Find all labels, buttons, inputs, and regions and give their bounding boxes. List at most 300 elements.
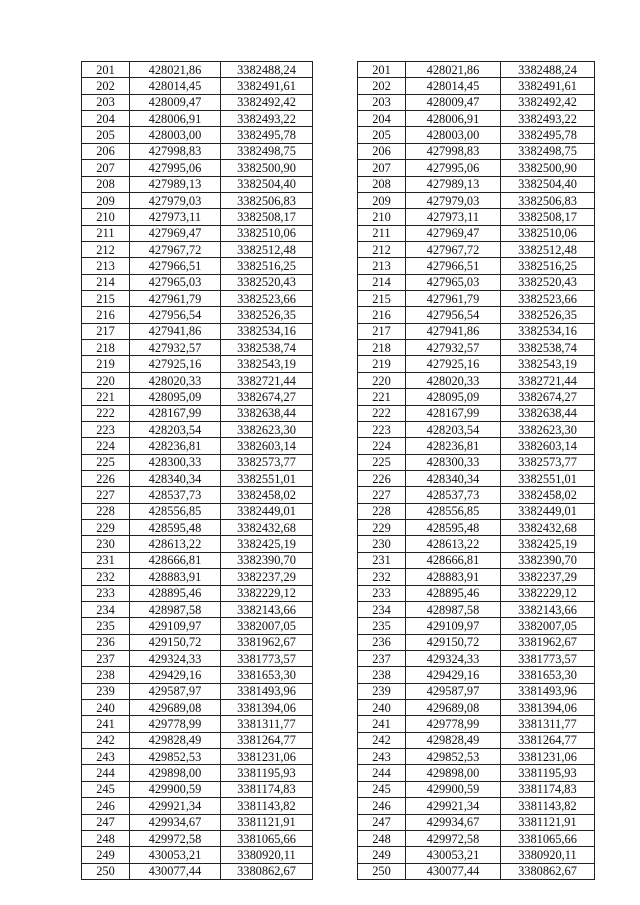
gap-cell: [313, 78, 358, 94]
left-point-number-cell: 241: [82, 716, 130, 732]
gap-cell: [313, 192, 358, 208]
left-y-coordinate-cell: 3382526,35: [221, 307, 313, 323]
gap-cell: [313, 340, 358, 356]
gap-cell: [313, 438, 358, 454]
left-y-coordinate-cell: 3382551,01: [221, 470, 313, 486]
left-x-coordinate-cell: 428300,33: [130, 454, 221, 470]
left-x-coordinate-cell: 427967,72: [130, 241, 221, 257]
table-row: [82, 307, 595, 323]
table-row: [82, 372, 595, 388]
table-row: [82, 503, 595, 519]
gap-cell: [313, 503, 358, 519]
left-point-number-cell: 204: [82, 111, 130, 127]
right-point-number-cell: 222: [358, 405, 406, 421]
left-x-coordinate-cell: 428236,81: [130, 438, 221, 454]
right-x-coordinate-cell: 428895,46: [406, 585, 501, 601]
left-y-coordinate-cell: 3381065,66: [221, 830, 313, 846]
gap-cell: [313, 749, 358, 765]
left-x-coordinate-cell: 429109,97: [130, 618, 221, 634]
right-point-number-cell: 238: [358, 667, 406, 683]
left-point-number-cell: 249: [82, 847, 130, 863]
right-x-coordinate-cell: 428883,91: [406, 569, 501, 585]
left-point-number-cell: 248: [82, 830, 130, 846]
left-y-coordinate-cell: 3382523,66: [221, 291, 313, 307]
table-row: [82, 487, 595, 503]
gap-cell: [313, 291, 358, 307]
table-row: [82, 814, 595, 830]
right-point-number-cell: 229: [358, 520, 406, 536]
left-point-number-cell: 229: [82, 520, 130, 536]
gap-cell: [313, 552, 358, 568]
gap-cell: [313, 209, 358, 225]
right-x-coordinate-cell: 427961,79: [406, 291, 501, 307]
left-x-coordinate-cell: 427965,03: [130, 274, 221, 290]
table-row: [82, 470, 595, 486]
left-y-coordinate-cell: 3381264,77: [221, 732, 313, 748]
left-x-coordinate-cell: 429828,49: [130, 732, 221, 748]
gap-cell: [313, 667, 358, 683]
right-x-coordinate-cell: 427979,03: [406, 192, 501, 208]
right-x-coordinate-cell: 428006,91: [406, 111, 501, 127]
right-y-coordinate-cell: 3381264,77: [501, 732, 595, 748]
left-y-coordinate-cell: 3382492,42: [221, 94, 313, 110]
left-x-coordinate-cell: 428987,58: [130, 601, 221, 617]
right-x-coordinate-cell: 428203,54: [406, 421, 501, 437]
left-x-coordinate-cell: 427966,51: [130, 258, 221, 274]
left-x-coordinate-cell: 429587,97: [130, 683, 221, 699]
left-point-number-cell: 230: [82, 536, 130, 552]
left-y-coordinate-cell: 3382491,61: [221, 78, 313, 94]
left-point-number-cell: 236: [82, 634, 130, 650]
left-y-coordinate-cell: 3381143,82: [221, 798, 313, 814]
right-x-coordinate-cell: 429900,59: [406, 781, 501, 797]
table-row: [82, 78, 595, 94]
right-point-number-cell: 230: [358, 536, 406, 552]
left-y-coordinate-cell: 3382674,27: [221, 389, 313, 405]
coordinate-table: [81, 61, 595, 880]
left-x-coordinate-cell: 429934,67: [130, 814, 221, 830]
right-point-number-cell: 221: [358, 389, 406, 405]
right-x-coordinate-cell: 427965,03: [406, 274, 501, 290]
left-point-number-cell: 211: [82, 225, 130, 241]
left-x-coordinate-cell: 428014,45: [130, 78, 221, 94]
right-point-number-cell: 223: [358, 421, 406, 437]
left-y-coordinate-cell: 3380862,67: [221, 863, 313, 879]
left-point-number-cell: 217: [82, 323, 130, 339]
gap-cell: [313, 454, 358, 470]
table-row: [82, 781, 595, 797]
left-point-number-cell: 243: [82, 749, 130, 765]
table-row: [82, 225, 595, 241]
right-x-coordinate-cell: 428014,45: [406, 78, 501, 94]
gap-cell: [313, 389, 358, 405]
left-y-coordinate-cell: 3381311,77: [221, 716, 313, 732]
left-x-coordinate-cell: 428595,48: [130, 520, 221, 536]
right-point-number-cell: 224: [358, 438, 406, 454]
left-x-coordinate-cell: 429324,33: [130, 650, 221, 666]
right-point-number-cell: 245: [358, 781, 406, 797]
right-x-coordinate-cell: 428167,99: [406, 405, 501, 421]
left-point-number-cell: 223: [82, 421, 130, 437]
left-x-coordinate-cell: 429972,58: [130, 830, 221, 846]
right-x-coordinate-cell: 427967,72: [406, 241, 501, 257]
left-point-number-cell: 232: [82, 569, 130, 585]
left-x-coordinate-cell: 430077,44: [130, 863, 221, 879]
right-x-coordinate-cell: 428666,81: [406, 552, 501, 568]
right-x-coordinate-cell: 427941,86: [406, 323, 501, 339]
right-y-coordinate-cell: 3381311,77: [501, 716, 595, 732]
left-x-coordinate-cell: 427998,83: [130, 143, 221, 159]
table-row: [82, 454, 595, 470]
right-point-number-cell: 232: [358, 569, 406, 585]
gap-cell: [313, 62, 358, 78]
table-row: [82, 700, 595, 716]
gap-cell: [313, 487, 358, 503]
right-x-coordinate-cell: 428095,09: [406, 389, 501, 405]
right-point-number-cell: 240: [358, 700, 406, 716]
table-row: [82, 765, 595, 781]
table-row: [82, 520, 595, 536]
left-y-coordinate-cell: 3381493,96: [221, 683, 313, 699]
right-point-number-cell: 212: [358, 241, 406, 257]
table-row: [82, 127, 595, 143]
gap-cell: [313, 847, 358, 863]
left-y-coordinate-cell: 3382449,01: [221, 503, 313, 519]
right-x-coordinate-cell: 430053,21: [406, 847, 501, 863]
right-point-number-cell: 242: [358, 732, 406, 748]
left-x-coordinate-cell: 429429,16: [130, 667, 221, 683]
table-row: [82, 585, 595, 601]
right-y-coordinate-cell: 3382425,19: [501, 536, 595, 552]
right-y-coordinate-cell: 3382237,29: [501, 569, 595, 585]
table-row: [82, 291, 595, 307]
right-point-number-cell: 249: [358, 847, 406, 863]
gap-cell: [313, 520, 358, 536]
left-y-coordinate-cell: 3382520,43: [221, 274, 313, 290]
right-y-coordinate-cell: 3382534,16: [501, 323, 595, 339]
right-y-coordinate-cell: 3382500,90: [501, 160, 595, 176]
table-row: [82, 421, 595, 437]
right-y-coordinate-cell: 3382506,83: [501, 192, 595, 208]
right-y-coordinate-cell: 3382458,02: [501, 487, 595, 503]
right-point-number-cell: 207: [358, 160, 406, 176]
right-y-coordinate-cell: 3380920,11: [501, 847, 595, 863]
table-row: [82, 389, 595, 405]
right-x-coordinate-cell: 429934,67: [406, 814, 501, 830]
table-row: [82, 143, 595, 159]
right-point-number-cell: 231: [358, 552, 406, 568]
gap-cell: [313, 650, 358, 666]
gap-cell: [313, 405, 358, 421]
right-point-number-cell: 246: [358, 798, 406, 814]
right-y-coordinate-cell: 3382538,74: [501, 340, 595, 356]
right-x-coordinate-cell: 429150,72: [406, 634, 501, 650]
gap-cell: [313, 618, 358, 634]
right-y-coordinate-cell: 3382551,01: [501, 470, 595, 486]
right-point-number-cell: 211: [358, 225, 406, 241]
left-point-number-cell: 205: [82, 127, 130, 143]
left-y-coordinate-cell: 3381121,91: [221, 814, 313, 830]
left-point-number-cell: 228: [82, 503, 130, 519]
gap-cell: [313, 814, 358, 830]
left-x-coordinate-cell: 427932,57: [130, 340, 221, 356]
right-point-number-cell: 206: [358, 143, 406, 159]
left-y-coordinate-cell: 3382508,17: [221, 209, 313, 225]
left-y-coordinate-cell: 3382237,29: [221, 569, 313, 585]
left-y-coordinate-cell: 3382512,48: [221, 241, 313, 257]
right-x-coordinate-cell: 428300,33: [406, 454, 501, 470]
left-y-coordinate-cell: 3382538,74: [221, 340, 313, 356]
right-y-coordinate-cell: 3381493,96: [501, 683, 595, 699]
right-y-coordinate-cell: 3381394,06: [501, 700, 595, 716]
left-y-coordinate-cell: 3381962,67: [221, 634, 313, 650]
left-y-coordinate-cell: 3382516,25: [221, 258, 313, 274]
right-y-coordinate-cell: 3382488,24: [501, 62, 595, 78]
right-y-coordinate-cell: 3381653,30: [501, 667, 595, 683]
table-row: [82, 274, 595, 290]
table-row: [82, 634, 595, 650]
left-point-number-cell: 218: [82, 340, 130, 356]
left-point-number-cell: 202: [82, 78, 130, 94]
left-x-coordinate-cell: 428009,47: [130, 94, 221, 110]
right-point-number-cell: 243: [358, 749, 406, 765]
right-y-coordinate-cell: 3382512,48: [501, 241, 595, 257]
right-y-coordinate-cell: 3382495,78: [501, 127, 595, 143]
right-point-number-cell: 244: [358, 765, 406, 781]
gap-cell: [313, 176, 358, 192]
right-x-coordinate-cell: 428556,85: [406, 503, 501, 519]
left-y-coordinate-cell: 3382500,90: [221, 160, 313, 176]
right-x-coordinate-cell: 427925,16: [406, 356, 501, 372]
right-y-coordinate-cell: 3382623,30: [501, 421, 595, 437]
right-y-coordinate-cell: 3381195,93: [501, 765, 595, 781]
left-point-number-cell: 207: [82, 160, 130, 176]
left-point-number-cell: 246: [82, 798, 130, 814]
left-x-coordinate-cell: 428203,54: [130, 421, 221, 437]
table-row: [82, 552, 595, 568]
left-x-coordinate-cell: 430053,21: [130, 847, 221, 863]
left-point-number-cell: 209: [82, 192, 130, 208]
left-point-number-cell: 221: [82, 389, 130, 405]
table-row: [82, 340, 595, 356]
left-point-number-cell: 206: [82, 143, 130, 159]
gap-cell: [313, 700, 358, 716]
left-point-number-cell: 222: [82, 405, 130, 421]
left-x-coordinate-cell: 428020,33: [130, 372, 221, 388]
left-x-coordinate-cell: 429689,08: [130, 700, 221, 716]
table-row: [82, 111, 595, 127]
left-x-coordinate-cell: 428167,99: [130, 405, 221, 421]
right-x-coordinate-cell: 429778,99: [406, 716, 501, 732]
left-y-coordinate-cell: 3382488,24: [221, 62, 313, 78]
table-row: [82, 176, 595, 192]
table-row: [82, 209, 595, 225]
left-y-coordinate-cell: 3381773,57: [221, 650, 313, 666]
right-x-coordinate-cell: 427966,51: [406, 258, 501, 274]
right-y-coordinate-cell: 3382516,25: [501, 258, 595, 274]
left-y-coordinate-cell: 3382603,14: [221, 438, 313, 454]
left-point-number-cell: 215: [82, 291, 130, 307]
right-y-coordinate-cell: 3382498,75: [501, 143, 595, 159]
right-y-coordinate-cell: 3382674,27: [501, 389, 595, 405]
left-y-coordinate-cell: 3382229,12: [221, 585, 313, 601]
right-point-number-cell: 237: [358, 650, 406, 666]
right-point-number-cell: 225: [358, 454, 406, 470]
left-y-coordinate-cell: 3382534,16: [221, 323, 313, 339]
table-row: [82, 601, 595, 617]
right-x-coordinate-cell: 427932,57: [406, 340, 501, 356]
table-row: [82, 863, 595, 879]
right-point-number-cell: 226: [358, 470, 406, 486]
left-x-coordinate-cell: 428340,34: [130, 470, 221, 486]
left-point-number-cell: 214: [82, 274, 130, 290]
right-y-coordinate-cell: 3382504,40: [501, 176, 595, 192]
right-point-number-cell: 219: [358, 356, 406, 372]
left-y-coordinate-cell: 3382543,19: [221, 356, 313, 372]
right-y-coordinate-cell: 3382526,35: [501, 307, 595, 323]
gap-cell: [313, 765, 358, 781]
right-y-coordinate-cell: 3382508,17: [501, 209, 595, 225]
table-row: [82, 323, 595, 339]
left-point-number-cell: 234: [82, 601, 130, 617]
right-point-number-cell: 208: [358, 176, 406, 192]
left-point-number-cell: 208: [82, 176, 130, 192]
right-point-number-cell: 214: [358, 274, 406, 290]
table-row: [82, 749, 595, 765]
right-point-number-cell: 248: [358, 830, 406, 846]
left-point-number-cell: 235: [82, 618, 130, 634]
left-x-coordinate-cell: 428006,91: [130, 111, 221, 127]
right-y-coordinate-cell: 3382638,44: [501, 405, 595, 421]
gap-cell: [313, 258, 358, 274]
left-y-coordinate-cell: 3382623,30: [221, 421, 313, 437]
right-y-coordinate-cell: 3382390,70: [501, 552, 595, 568]
table-row: [82, 356, 595, 372]
left-point-number-cell: 224: [82, 438, 130, 454]
right-y-coordinate-cell: 3382603,14: [501, 438, 595, 454]
left-y-coordinate-cell: 3382498,75: [221, 143, 313, 159]
left-point-number-cell: 225: [82, 454, 130, 470]
right-x-coordinate-cell: 428021,86: [406, 62, 501, 78]
gap-cell: [313, 241, 358, 257]
left-y-coordinate-cell: 3382143,66: [221, 601, 313, 617]
left-point-number-cell: 231: [82, 552, 130, 568]
left-point-number-cell: 201: [82, 62, 130, 78]
right-point-number-cell: 205: [358, 127, 406, 143]
gap-cell: [313, 111, 358, 127]
gap-cell: [313, 585, 358, 601]
table-row: [82, 716, 595, 732]
gap-cell: [313, 634, 358, 650]
left-x-coordinate-cell: 428556,85: [130, 503, 221, 519]
left-point-number-cell: 240: [82, 700, 130, 716]
right-y-coordinate-cell: 3382007,05: [501, 618, 595, 634]
table-row: [82, 650, 595, 666]
gap-cell: [313, 274, 358, 290]
left-y-coordinate-cell: 3380920,11: [221, 847, 313, 863]
table-row: [82, 536, 595, 552]
left-point-number-cell: 244: [82, 765, 130, 781]
right-x-coordinate-cell: 428020,33: [406, 372, 501, 388]
left-point-number-cell: 245: [82, 781, 130, 797]
table-row: [82, 830, 595, 846]
right-x-coordinate-cell: 429921,34: [406, 798, 501, 814]
left-point-number-cell: 247: [82, 814, 130, 830]
right-x-coordinate-cell: 428537,73: [406, 487, 501, 503]
left-x-coordinate-cell: 427941,86: [130, 323, 221, 339]
right-y-coordinate-cell: 3382492,42: [501, 94, 595, 110]
right-x-coordinate-cell: 427998,83: [406, 143, 501, 159]
right-point-number-cell: 209: [358, 192, 406, 208]
right-y-coordinate-cell: 3381231,06: [501, 749, 595, 765]
right-point-number-cell: 241: [358, 716, 406, 732]
right-x-coordinate-cell: 428340,34: [406, 470, 501, 486]
table-row: [82, 438, 595, 454]
right-x-coordinate-cell: 428613,22: [406, 536, 501, 552]
left-point-number-cell: 227: [82, 487, 130, 503]
left-y-coordinate-cell: 3382425,19: [221, 536, 313, 552]
right-point-number-cell: 250: [358, 863, 406, 879]
left-y-coordinate-cell: 3382458,02: [221, 487, 313, 503]
left-x-coordinate-cell: 428666,81: [130, 552, 221, 568]
right-x-coordinate-cell: 429828,49: [406, 732, 501, 748]
right-x-coordinate-cell: 429324,33: [406, 650, 501, 666]
coordinate-table-body: [82, 62, 595, 880]
right-y-coordinate-cell: 3381773,57: [501, 650, 595, 666]
table-row: [82, 569, 595, 585]
table-row: [82, 241, 595, 257]
right-point-number-cell: 213: [358, 258, 406, 274]
left-x-coordinate-cell: 427956,54: [130, 307, 221, 323]
left-y-coordinate-cell: 3382573,77: [221, 454, 313, 470]
gap-cell: [313, 781, 358, 797]
left-y-coordinate-cell: 3382721,44: [221, 372, 313, 388]
left-point-number-cell: 203: [82, 94, 130, 110]
left-y-coordinate-cell: 3381653,30: [221, 667, 313, 683]
left-y-coordinate-cell: 3382506,83: [221, 192, 313, 208]
left-point-number-cell: 226: [82, 470, 130, 486]
left-y-coordinate-cell: 3381174,83: [221, 781, 313, 797]
right-point-number-cell: 228: [358, 503, 406, 519]
left-x-coordinate-cell: 428537,73: [130, 487, 221, 503]
right-y-coordinate-cell: 3382143,66: [501, 601, 595, 617]
right-y-coordinate-cell: 3381143,82: [501, 798, 595, 814]
table-row: [82, 160, 595, 176]
right-y-coordinate-cell: 3382449,01: [501, 503, 595, 519]
right-y-coordinate-cell: 3382493,22: [501, 111, 595, 127]
right-point-number-cell: 204: [358, 111, 406, 127]
left-x-coordinate-cell: 427925,16: [130, 356, 221, 372]
left-x-coordinate-cell: 429898,00: [130, 765, 221, 781]
gap-cell: [313, 470, 358, 486]
left-x-coordinate-cell: 429778,99: [130, 716, 221, 732]
right-x-coordinate-cell: 428595,48: [406, 520, 501, 536]
left-y-coordinate-cell: 3382493,22: [221, 111, 313, 127]
right-x-coordinate-cell: 428987,58: [406, 601, 501, 617]
right-x-coordinate-cell: 430077,44: [406, 863, 501, 879]
left-y-coordinate-cell: 3382495,78: [221, 127, 313, 143]
left-y-coordinate-cell: 3382504,40: [221, 176, 313, 192]
gap-cell: [313, 127, 358, 143]
right-point-number-cell: 203: [358, 94, 406, 110]
right-point-number-cell: 217: [358, 323, 406, 339]
left-x-coordinate-cell: 427989,13: [130, 176, 221, 192]
gap-cell: [313, 225, 358, 241]
right-x-coordinate-cell: 429689,08: [406, 700, 501, 716]
left-x-coordinate-cell: 427995,06: [130, 160, 221, 176]
left-x-coordinate-cell: 429852,53: [130, 749, 221, 765]
right-x-coordinate-cell: 428003,00: [406, 127, 501, 143]
